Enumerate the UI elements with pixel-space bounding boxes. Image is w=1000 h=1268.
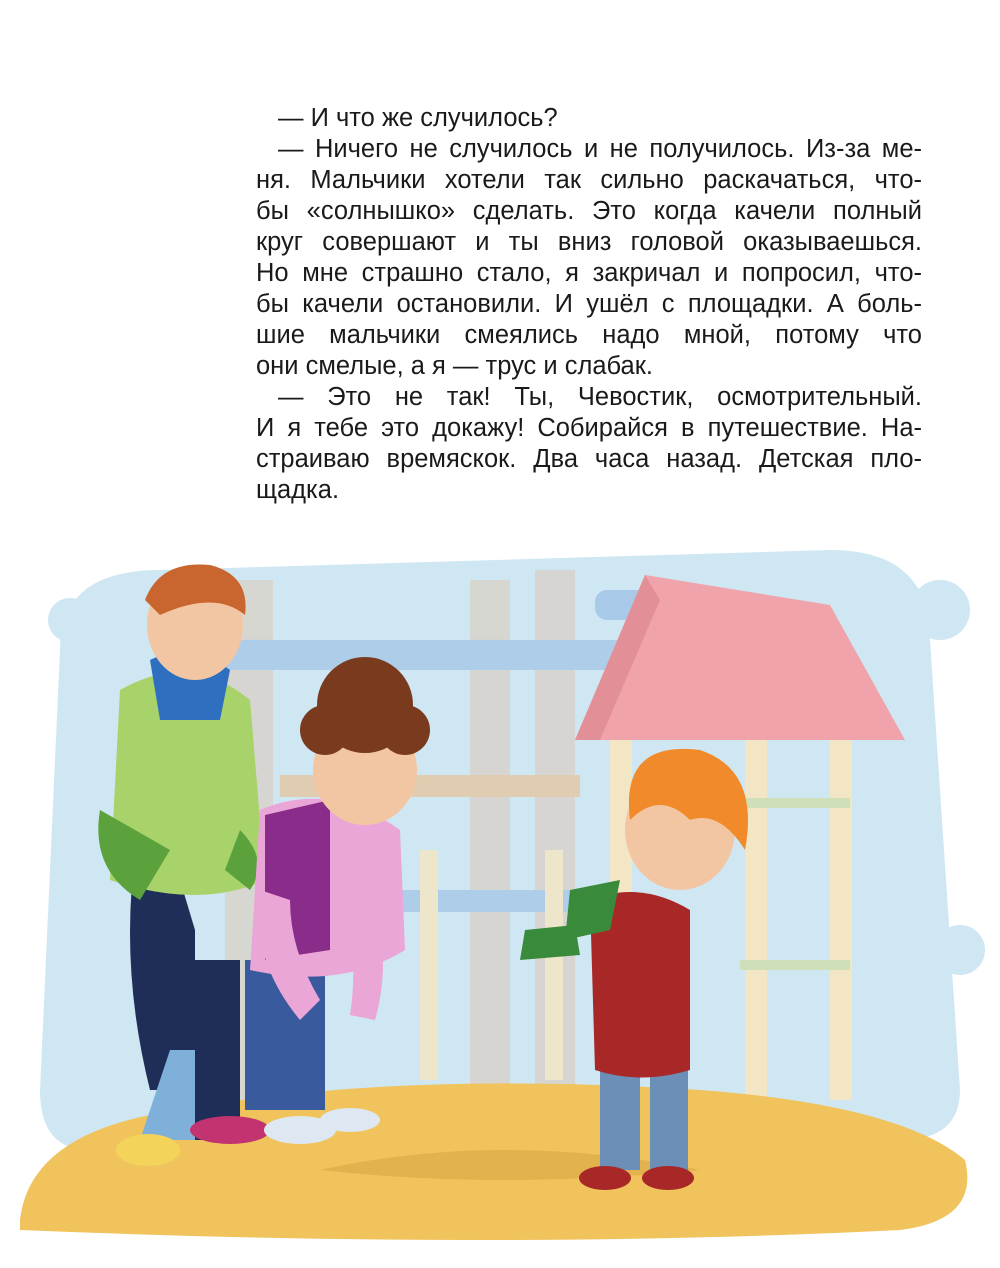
text-line: — И что же случилось? (278, 104, 558, 132)
text-line: бы «солнышко» сделать. Это когда качели полный (256, 197, 922, 225)
text-line: И я тебе это докажу! Собирайся в путешествие. На- (256, 414, 922, 442)
playground-illustration (0, 530, 1000, 1268)
text-line: страиваю времяскок. Два часа назад. Детская пло- (256, 445, 922, 473)
text-line: щадка. (256, 476, 340, 504)
text-line: они смелые, а я — трус и слабак. (256, 352, 653, 380)
text-line: — Ничего не случилось и не получилось. Из-за ме- (278, 135, 922, 163)
story-text (256, 103, 922, 506)
text-line: Но мне страшно стало, я закричал и попросил, что- (256, 259, 922, 287)
text-line: — Это не так! Ты, Чевостик, осмотрительный. (278, 383, 922, 411)
text-line: ня. Мальчики хотели так сильно раскачаться, что- (256, 166, 922, 194)
text-line: бы качели остановили. И ушёл с площадки. А боль- (256, 290, 922, 318)
text-line: круг совершают и ты вниз головой оказываешься. (256, 228, 922, 256)
text-line: шие мальчики смеялись надо мной, потому что (256, 321, 922, 349)
